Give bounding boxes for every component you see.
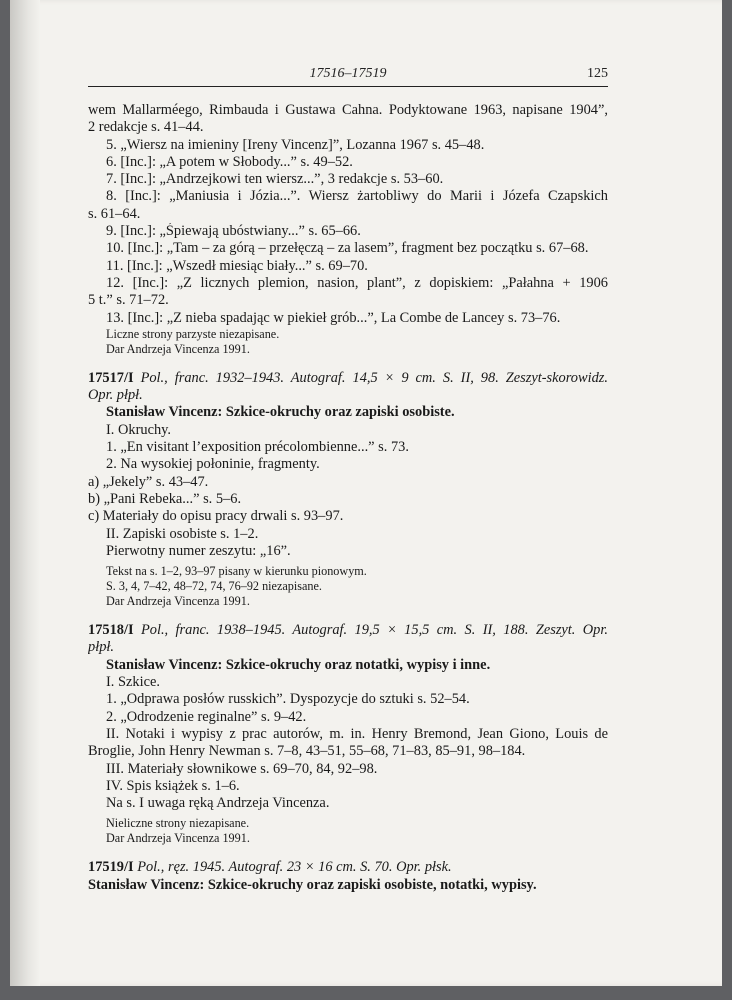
list-item: IV. Spis książek s. 1–6. [106, 777, 240, 794]
list-item-continuation: s. 61–64. [88, 205, 141, 222]
page-number: 125 [587, 66, 608, 81]
note-line: S. 3, 4, 7–42, 48–72, 74, 76–92 niezapisane. [106, 579, 322, 594]
text-line: 2 redakcje s. 41–44. [88, 119, 204, 136]
note-line: Dar Andrzeja Vincenza 1991. [106, 594, 250, 609]
list-item: 7. [Inc.]: „Andrzejkowi ten wiersz...”, 3 redakcje s. 53–60. [106, 171, 444, 188]
page-header [88, 66, 608, 87]
list-item: 5. „Wiersz na imieniny [Ireny Vincenz]”, Lozanna 1967 s. 45–48. [106, 136, 485, 153]
entry-id: 17519/I [88, 859, 134, 876]
list-item: 11. [Inc.]: „Wszedł miesiąc biały...” s. 69–70. [106, 257, 368, 274]
list-item: 13. [Inc.]: „Z nieba spadając w piekieł grób...”, La Combe de Lancey s. 73–76. [106, 309, 561, 326]
list-item: 9. [Inc.]: „Śpiewają ubóstwiany...” s. 65–66. [106, 223, 361, 240]
list-item: 2. „Odrodzenie reginalne” s. 9–42. [106, 708, 307, 725]
document-page [10, 0, 722, 986]
entry-title: Stanisław Vincenz: Szkice-okruchy oraz zapiski osobiste. [106, 404, 455, 421]
entry-id: 17517/I [88, 369, 134, 386]
entry-meta: Pol., franc. 1932–1943. Autograf. 14,5 × 9 cm. S. II, 98. Zeszyt-skorowidz. [140, 369, 608, 386]
note-line: Dar Andrzeja Vincenza 1991. [106, 341, 250, 356]
list-item: 6. [Inc.]: „A potem w Słobody...” s. 49–52. [106, 153, 353, 170]
list-item: c) Materiały do opisu pracy drwali s. 93–97. [88, 508, 344, 525]
list-item: 2. Na wysokiej połoninie, fragmenty. [106, 456, 320, 473]
list-item: b) „Pani Rebeka...” s. 5–6. [88, 490, 242, 507]
list-item: 12. [Inc.]: „Z licznych plemion, nasion, plant”, z dopiskiem: „Pałahna + 1906 [106, 274, 608, 291]
text-line: wem Mallarméego, Rimbauda i Gustawa Cahna. Podyktowane 1963, napisane 1904”, [88, 102, 608, 118]
note-line: Tekst na s. 1–2, 93–97 pisany w kierunku pionowym. [106, 564, 367, 579]
list-item: II. Zapiski osobiste s. 1–2. [106, 525, 259, 542]
entry-meta-continuation: Opr. płpł. [88, 387, 143, 404]
entry-meta: Pol., ręz. 1945. Autograf. 23 × 16 cm. S. 70. Opr. płsk. [137, 859, 452, 876]
list-item: III. Materiały słownikowe s. 69–70, 84, 92–98. [106, 760, 378, 777]
list-item: Pierwotny numer zeszytu: „16”. [106, 542, 291, 559]
list-item: I. Okruchy. [106, 421, 172, 438]
list-item: 8. [Inc.]: „Maniusia i Józia...”. Wiersz żartobliwy do Marii i Józefa Czapskich [106, 188, 608, 205]
entry-title: Stanisław Vincenz: Szkice-okruchy oraz notatki, wypisy i inne. [106, 656, 491, 673]
list-item: 1. „En visitant l’exposition précolombienne...” s. 73. [106, 439, 409, 456]
entry-header-17518 [88, 622, 608, 639]
list-item: I. Szkice. [106, 674, 160, 691]
entry-header-17517 [88, 370, 608, 387]
list-item: 10. [Inc.]: „Tam – za górą – przełęczą – za lasem”, fragment bez początku s. 67–68. [106, 240, 589, 257]
entry-meta-continuation: płpł. [88, 639, 114, 656]
running-head: 17516–17519 [309, 66, 387, 81]
note-line: Liczne strony parzyste niezapisane. [106, 326, 280, 341]
entry-id: 17518/I [88, 622, 134, 639]
list-item: a) „Jekely” s. 43–47. [88, 473, 209, 490]
entry-header-17519 [88, 859, 608, 876]
list-item: Na s. I uwaga ręką Andrzeja Vincenza. [106, 795, 330, 812]
entry-meta: Pol., franc. 1938–1945. Autograf. 19,5 × 15,5 cm. S. II, 188. Zeszyt. Opr. [140, 622, 608, 639]
entry-title: Stanisław Vincenz: Szkice-okruchy oraz zapiski osobiste, notatki, wypisy. [88, 876, 537, 893]
list-item-continuation: Broglie, John Henry Newman s. 7–8, 43–51, 55–68, 71–83, 85–91, 98–184. [88, 743, 526, 760]
list-item: II. Notaki i wypisy z prac autorów, m. in. Henry Bremond, Jean Giono, Louis de [106, 725, 608, 742]
page-binding-shadow [10, 0, 40, 986]
list-item-continuation: 5 t.” s. 71–72. [88, 292, 169, 309]
note-line: Nieliczne strony niezapisane. [106, 816, 250, 831]
page-content [88, 102, 608, 894]
note-line: Dar Andrzeja Vincenza 1991. [106, 831, 250, 846]
list-item: 1. „Odprawa posłów russkich”. Dyspozycje do sztuki s. 52–54. [106, 691, 470, 708]
